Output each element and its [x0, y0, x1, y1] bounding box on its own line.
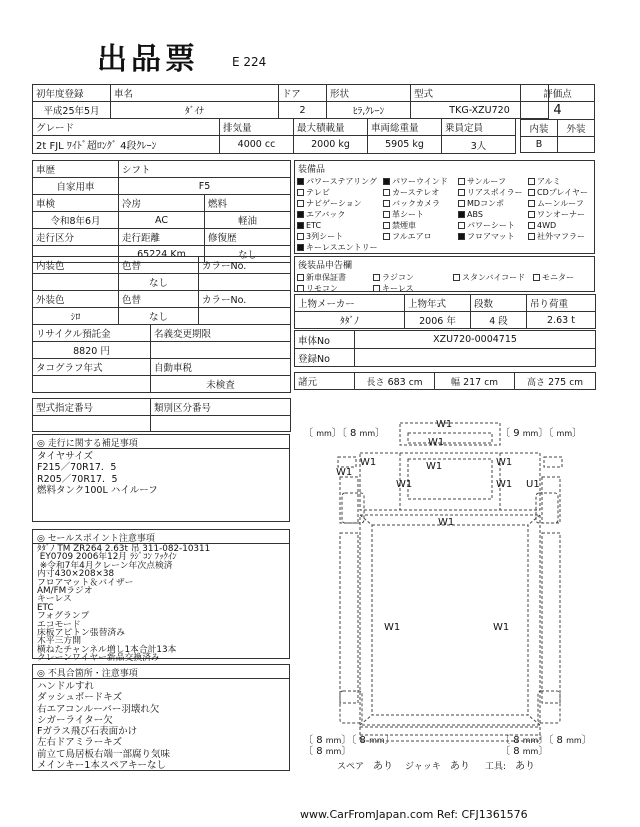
max-load-unit: kg: [338, 139, 350, 150]
bullet-icon: ◎: [37, 439, 45, 449]
equipment-item: [528, 231, 596, 242]
unchecked-box-icon: [383, 233, 390, 240]
damage-mark: W1: [436, 419, 453, 430]
equipment-item: [297, 272, 373, 283]
tread-rl3: 8: [316, 746, 323, 757]
equipment-item-label: 新車保証書: [306, 273, 346, 282]
inspection-label: 車検: [33, 195, 119, 212]
equipment-item: [528, 187, 596, 198]
equipment-item-label: 3列シート: [306, 232, 344, 241]
unchecked-box-icon: [383, 200, 390, 207]
equipment-item: [458, 198, 528, 209]
damage-mark: W1: [493, 622, 510, 633]
footer-ref: www.CarFromJapan.com Ref: CFJ1361576: [300, 808, 528, 821]
bullet-icon: ◎: [37, 534, 45, 544]
lot-number: E 224: [232, 55, 267, 69]
equipment-item-label: パワーシート: [467, 221, 515, 230]
crane-stage-label: 段数: [471, 295, 527, 312]
registration-label: 登録No: [295, 349, 355, 367]
equipment-item: [383, 187, 458, 198]
equipment-item-label: フルエアロ: [392, 232, 432, 241]
equipment-item: [458, 220, 528, 231]
equipment-item-label: バックカメラ: [392, 199, 440, 208]
equipment-item-label: エアバック: [306, 210, 346, 219]
chassis-value: XZU720-0004715: [355, 331, 596, 349]
interior-color-label: 内装色: [33, 257, 119, 274]
equipment-item-label: CDプレイヤー: [537, 188, 589, 197]
recycle-label: リサイクル預託金: [33, 325, 151, 342]
checked-box-icon: [297, 244, 304, 251]
checked-box-icon: [297, 211, 304, 218]
displacement-unit: cc: [264, 139, 276, 150]
width-label: 幅: [451, 377, 461, 388]
equipment-item: [297, 176, 383, 187]
damage-mark: W1: [396, 479, 413, 490]
equipment-item: [453, 272, 533, 283]
door-label: ドア: [279, 85, 327, 102]
equipment-item-label: MDコンポ: [467, 199, 505, 208]
mileage-unit: Km: [170, 248, 186, 260]
checked-box-icon: [458, 211, 465, 218]
crane-load-unit: t: [571, 314, 575, 326]
length-value: 683: [387, 376, 406, 388]
damage-mark: W1: [426, 461, 443, 472]
dimensions-table: [294, 372, 596, 390]
mileage-label: 走行距離: [119, 229, 205, 246]
seats-label: 乗員定員: [442, 119, 516, 136]
equipment-item-label: フロアマット: [467, 232, 515, 241]
max-load-value: 2000: [311, 139, 336, 150]
interior-label: 内装: [521, 120, 558, 137]
notes-driving-text: タイヤサイズ F215／70R17．5 R205／70R17．5 燃料タンク100L ハイルーフ: [37, 451, 158, 496]
equipment-item: [458, 209, 528, 220]
crane-maker-value: ﾀﾀﾞﾉ: [295, 312, 405, 329]
exterior-color-change-value: なし: [119, 308, 199, 325]
unchecked-box-icon: [528, 178, 535, 185]
first-reg-value: 平成25年5月: [33, 102, 111, 119]
tread-rl: 8: [316, 735, 323, 746]
equipment-item: [297, 231, 383, 242]
shape-value: ﾋﾗ,ｸﾚｰﾝ: [327, 102, 411, 119]
equipment-item: [458, 231, 528, 242]
damage-mark: W1: [384, 622, 401, 633]
exterior-label: 外装: [558, 120, 595, 137]
checked-box-icon: [297, 222, 304, 229]
checked-box-icon: [458, 233, 465, 240]
unchecked-box-icon: [373, 274, 380, 281]
unchecked-box-icon: [528, 211, 535, 218]
gross-weight-label: 車両総重量: [368, 119, 442, 136]
door-value: 2: [279, 102, 327, 119]
notes-defects-text: ハンドルすれ ダッシュボードキズ 右エアコンルーバー羽壊れ欠 シガーライター欠 Fガラス飛び石表面かけ 左右ドアミラーキズ 前立て鳥居板右端一部腐り気味 メインキー1本スペアキーなし: [37, 681, 171, 772]
unchecked-box-icon: [458, 189, 465, 196]
unchecked-box-icon: [528, 233, 535, 240]
bullet-icon: ◎: [37, 669, 45, 679]
repair-value: なし: [205, 246, 291, 263]
exterior-color-no-label: カラーNo.: [199, 291, 291, 308]
equipment-item-label: ABS: [467, 210, 483, 219]
model-code-value: TKG-XZU720: [411, 102, 549, 119]
jack-label: ジャッキ: [405, 762, 441, 772]
gross-weight-value: 5905: [385, 139, 410, 150]
first-reg-label: 初年度登録: [33, 85, 111, 102]
notes-sales-box: [32, 529, 290, 664]
equipment-item-label: 社外マフラー: [537, 232, 585, 241]
exterior-color-change-label: 色替: [119, 291, 199, 308]
crane-load-value: 2.63: [547, 314, 569, 326]
equipment-item-label: パワーウインド: [392, 177, 448, 186]
class-no-label: 類別区分番号: [151, 399, 291, 416]
equipment-box: [294, 160, 595, 254]
equipment-grid: [295, 176, 594, 253]
equipment-item-label: モニター: [542, 273, 574, 282]
inspection-value: 令和8年6月: [33, 212, 119, 229]
interior-color-change-value: なし: [119, 274, 199, 291]
ac-label: 冷房: [119, 195, 205, 212]
page-title: 出品票: [97, 42, 199, 77]
post-equipment-box: [294, 256, 595, 292]
mileage-class-label: 走行区分: [33, 229, 119, 246]
equipment-item: [373, 272, 453, 283]
interior-color-change-label: 色替: [119, 257, 199, 274]
height-value: 275: [548, 376, 567, 388]
ac-value: AC: [119, 212, 205, 229]
exterior-color-value: ｼﾛ: [33, 308, 119, 325]
equipment-item-label: リアスポイラー: [467, 188, 523, 197]
post-equipment-title: 後装品申告欄: [298, 261, 353, 271]
notes-defects-title: 不具合箇所・注意事項: [47, 669, 138, 679]
tread-rl2: 8: [359, 735, 366, 746]
gross-weight-unit: kg: [412, 139, 424, 150]
equipment-item: [373, 283, 453, 294]
equipment-title: 装備品: [298, 165, 326, 175]
equipment-item: [383, 220, 458, 231]
crane-year-label: 上物年式: [405, 295, 471, 312]
equipment-item-label: カーステレオ: [392, 188, 440, 197]
notes-driving-box: [32, 434, 290, 522]
crane-stage-value: 4: [489, 316, 496, 327]
unchecked-box-icon: [383, 222, 390, 229]
color-table: [32, 256, 291, 325]
equipment-item: [528, 176, 596, 187]
damage-mark: W1: [496, 479, 513, 490]
notes-sales-title: セールスポイント注意事項: [47, 534, 155, 544]
grade-label: グレード: [33, 119, 220, 136]
equipment-item-label: アルミ: [537, 177, 561, 186]
damage-mark: W1: [496, 457, 513, 468]
chassis-label: 車体No: [295, 331, 355, 349]
equipment-item: [297, 283, 373, 294]
unchecked-box-icon: [383, 189, 390, 196]
vehicle-diagram: [300, 415, 600, 750]
equipment-item: [383, 198, 458, 209]
unchecked-box-icon: [458, 222, 465, 229]
interior-value: B: [521, 137, 558, 153]
length-unit: cm: [408, 377, 423, 388]
unchecked-box-icon: [297, 200, 304, 207]
tool-value: あり: [515, 761, 536, 772]
notes-driving-title: 走行に関する補足事項: [47, 439, 138, 449]
length-label: 長さ: [366, 377, 385, 388]
chassis-table: [294, 330, 596, 367]
equipment-item: [297, 187, 383, 198]
history-value: 自家用車: [33, 178, 119, 195]
vehicle-detail-table: [32, 160, 291, 263]
type-no-label: 型式指定番号: [33, 399, 151, 416]
equipment-item-label: 4WD: [537, 221, 557, 230]
type-number-table: [32, 398, 291, 432]
unchecked-box-icon: [297, 274, 304, 281]
width-value: 217: [463, 376, 482, 388]
fuel-value: 軽油: [205, 212, 291, 229]
equipment-item-label: リモコン: [306, 284, 338, 293]
notes-sales-text: ﾀﾀﾞﾉ TM ZR264 2.63t 吊 311-082-10311 EY0709 2006年12月 ﾗｼﾞｺﾝ ﾌｯｸｲﾝ ※令和7年4月クレーン年次点検済 内寸430×208×38 フロアマット＆バイザー AM/FMラジオ キーレス ETC フォグランプ エコモード 床板アピトン張替済み 木平三方開 横ねたチャンネル増し1本合計13本 クレーンワイヤー新品交換済み: [37, 544, 211, 664]
recycle-value: 8820 円: [33, 342, 151, 359]
equipment-item-label: パワーステアリング: [306, 177, 377, 186]
shape-label: 形状: [327, 85, 411, 102]
equipment-item: [458, 187, 528, 198]
equipment-item: [383, 231, 458, 242]
equipment-item: [297, 209, 383, 220]
crane-year-value: 2006: [419, 316, 444, 327]
tread-fr: 9: [513, 428, 520, 439]
exterior-color-label: 外装色: [33, 291, 119, 308]
tax-label: 自動車税: [151, 359, 291, 376]
crane-table: [294, 294, 596, 329]
shift-value: F5: [119, 178, 291, 195]
unchecked-box-icon: [373, 285, 380, 292]
tool-label: 工具: [485, 762, 504, 772]
damage-mark: W1: [336, 467, 353, 478]
seats-value: 3人: [442, 136, 516, 154]
tread-rr3: 8: [513, 746, 520, 757]
crane-maker-label: 上物メーカー: [295, 295, 405, 312]
equipment-item: [383, 209, 458, 220]
equipment-item: [528, 220, 596, 231]
equipment-item-label: スタンバイコード: [462, 273, 526, 282]
car-name-value: ﾀﾞｲﾅ: [111, 102, 279, 119]
equipment-item: [528, 209, 596, 220]
unchecked-box-icon: [297, 233, 304, 240]
equipment-item-label: テレビ: [306, 188, 330, 197]
unchecked-box-icon: [528, 189, 535, 196]
equipment-item-label: ムーンルーフ: [537, 199, 584, 208]
equipment-item-label: キーレスエントリー: [306, 243, 378, 252]
tax-value: 未検査: [151, 376, 291, 393]
unchecked-box-icon: [528, 222, 535, 229]
jack-value: あり: [449, 761, 470, 772]
checked-box-icon: [297, 178, 304, 185]
displacement-label: 排気量: [220, 119, 294, 136]
equipment-item: [533, 272, 593, 283]
notes-defects-box: [32, 664, 290, 771]
mileage-value: 65224: [137, 248, 168, 260]
unchecked-box-icon: [533, 274, 540, 281]
unchecked-box-icon: [528, 200, 535, 207]
evaluation-table: [520, 84, 595, 153]
crane-stage-unit: 段: [498, 316, 508, 327]
tread-rr: 8: [513, 735, 520, 746]
width-unit: cm: [484, 377, 498, 388]
shift-label: シフト: [119, 161, 291, 178]
height-unit: cm: [569, 377, 583, 388]
eval-score-value: 4: [521, 102, 595, 120]
interior-color-no-label: カラーNo.: [199, 257, 291, 274]
unchecked-box-icon: [458, 178, 465, 185]
basic-info-table: [32, 84, 596, 119]
checked-box-icon: [383, 178, 390, 185]
equipment-item: [297, 220, 383, 231]
tacho-label: タコグラフ年式: [33, 359, 151, 376]
equipment-item-label: サンルーフ: [467, 177, 506, 186]
spare-label: スペア: [337, 762, 365, 772]
model-code-label: 型式: [411, 85, 549, 102]
name-change-label: 名義変更期限: [151, 325, 291, 342]
tread-fl: 8: [349, 428, 357, 439]
car-name-label: 車名: [111, 85, 279, 102]
history-label: 車歴: [33, 161, 119, 178]
equipment-item-label: 革シート: [392, 210, 424, 219]
height-label: 高さ: [527, 377, 546, 388]
unchecked-box-icon: [383, 211, 390, 218]
exterior-value: [558, 137, 595, 153]
crane-load-label: 吊り荷重: [527, 295, 596, 312]
dimensions-label: 諸元: [295, 373, 355, 390]
crane-year-unit: 年: [446, 316, 456, 327]
equipment-item-label: 禁煙車: [392, 221, 416, 230]
equipment-item: [297, 198, 383, 209]
repair-label: 修復歴: [205, 229, 291, 246]
eval-score-label: 評価点: [521, 85, 595, 102]
equipment-item: [458, 176, 528, 187]
damage-mark: W1: [360, 457, 377, 468]
max-load-label: 最大積載量: [294, 119, 368, 136]
post-equipment-grid: [295, 272, 594, 294]
unchecked-box-icon: [297, 189, 304, 196]
equipment-item-label: ラジコン: [382, 273, 414, 282]
equipment-item-label: ワンオーナー: [537, 210, 585, 219]
equipment-item-label: キーレス: [382, 284, 414, 293]
damage-mark: U1: [526, 479, 540, 490]
displacement-value: 4000: [237, 139, 262, 150]
unchecked-box-icon: [297, 285, 304, 292]
equipment-item: [383, 176, 458, 187]
damage-mark: W1: [438, 517, 455, 528]
equipment-item: [297, 242, 383, 253]
damage-mark: W1: [428, 437, 445, 448]
grade-table: [32, 118, 516, 154]
equipment-item-label: ETC: [306, 221, 322, 230]
grade-value: 2t FJL ﾜｲﾄﾞ超ﾛﾝｸﾞ 4段ｸﾚｰﾝ: [33, 136, 220, 154]
recycle-table: [32, 324, 291, 393]
equipment-item: [528, 198, 596, 209]
spare-value: あり: [373, 761, 394, 772]
fuel-label: 燃料: [205, 195, 291, 212]
equipment-item-label: ナビゲーション: [306, 199, 362, 208]
unchecked-box-icon: [458, 200, 465, 207]
tread-rr2: 8: [556, 735, 563, 746]
unchecked-box-icon: [453, 274, 460, 281]
